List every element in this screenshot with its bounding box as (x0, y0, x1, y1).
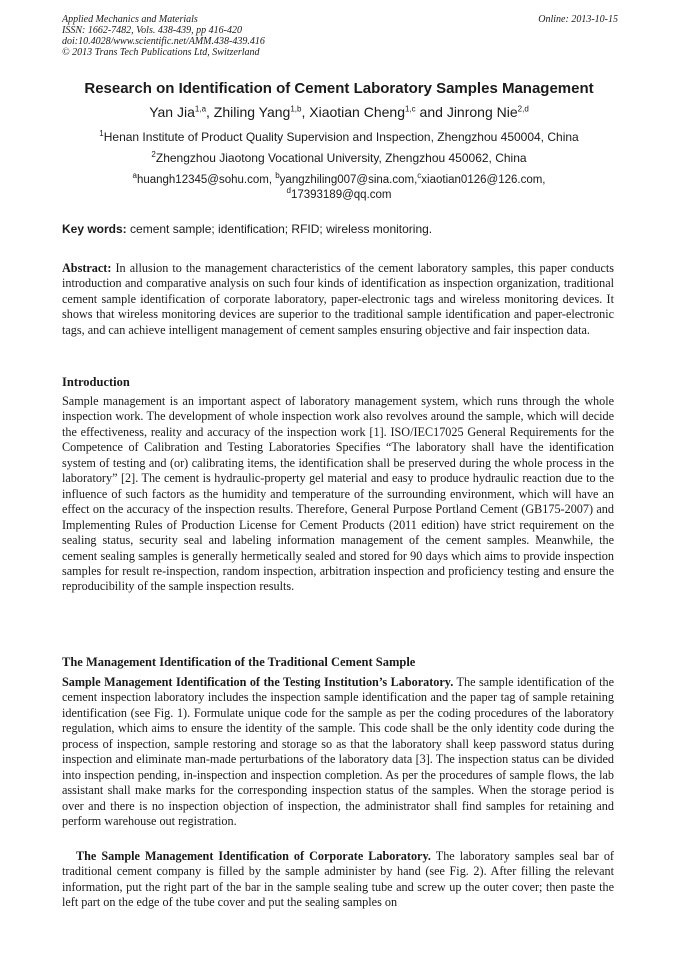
author-sep: and (415, 104, 447, 120)
email-a[interactable]: huangh12345@sohu.com, (136, 174, 276, 186)
abstract (62, 261, 614, 338)
author-name: Xiaotian Cheng (309, 104, 405, 120)
affiliation-text: Zhengzhou Jiaotong Vocational University, Zhengzhou 450062, China (155, 151, 527, 165)
author-name: Yan Jia (149, 104, 195, 120)
author-name: Jinrong Nie (446, 104, 518, 120)
paragraph-run-in-heading: The Sample Management Identification of Corporate Laboratory. (76, 849, 431, 863)
doi-line: doi:10.4028/www.scientific.net/AMM.438-439.416 (62, 36, 265, 47)
email-c[interactable]: xiaotian0126@126.com, (421, 174, 546, 186)
section-heading-traditional: The Management Identification of the Traditional Cement Sample (62, 655, 416, 669)
author-sep: , (301, 104, 310, 120)
affiliation-1 (40, 130, 638, 145)
author-sup: 1,a (194, 104, 207, 114)
author-sep: , (206, 104, 214, 120)
section2-paragraph-2 (62, 849, 614, 911)
online-date: Online: 2013-10-15 (538, 14, 618, 25)
keywords (62, 222, 618, 237)
author-sup: 1,c (405, 104, 416, 114)
email-line-1 (40, 173, 638, 188)
paragraph-text: The laboratory samples seal bar of traditional cement company is filled by the sample administer by hand (see Fig. 2). After filling the relevant information, put the right part of the bar in the sample sealing tube and screw up the outer cover; then paste the left part on the edge of the tube cover and put the sealing samples on (62, 849, 614, 910)
email-line-2 (40, 188, 638, 203)
email-block (40, 173, 638, 203)
email-sup: b (275, 171, 280, 181)
introduction-paragraph: Sample management is an important aspect of laboratory management system, which runs through the whole inspection work. The development of whole inspection work also revolves around the sample, which will decide the effectiveness, reality and accuracy of the inspection work [1]. ISO/IEC17025 General Requirements for the Competence of Calibration and Testing Laboratories Specifies “The laboratory shall have the identification system of testing and (or) calibrating items, the identification shall be preserved during the whole process in the laboratory” [2]. The cement is hydraulic-property gel material and easy to produce hydraulic reaction due to the influence of such factors as the humidity and temperature of the surrounding environment, which will have an effect on the accuracy of the inspection results. Therefore, General Purpose Portland Cement (GB175-2007) and Implementing Rules of Production License for Cement Products (2011 edition) have strict requirement on the sealing status, security seal and labeling information management of the cement samples. Meanwhile, the cement sealing samples is generally hermetically sealed and stored for 90 days which aims to provide inspection samples for result re-inspection, random inspection, arbitration inspection and proficiency testing and ensure the reproducibility of the sample inspection results. (62, 394, 614, 594)
abstract-text: In allusion to the management characteristics of the cement laboratory samples, this paper conducts introduction and comparative analysis on such four kinds of identification as inspection organization, traditional cement sample identification of corporate laboratory, paper-electronic tags and wireless monitoring devices. It shows that wireless monitoring devices are superior to the traditional sample identification and paper-electronic tags, and can achieve intelligent management of cement samples ensuring objective and fair inspection data. (62, 261, 614, 337)
email-d[interactable]: 17393189@qq.com (290, 189, 392, 201)
section2-paragraph-1 (62, 675, 614, 830)
journal-name: Applied Mechanics and Materials (62, 14, 198, 25)
issn-line: ISSN: 1662-7482, Vols. 438-439, pp 416-420 (62, 25, 242, 36)
email-sup: a (132, 171, 137, 181)
email-sup: c (417, 171, 422, 181)
paragraph-text: The sample identification of the cement inspection laboratory includes the inspection sample identification and the paper tag of sample retaining identification (see Fig. 1). Formulate unique code for the sample as per the coding procedures of the laboratory regulation, which aims to ensure the identity of the sample. This code shall be the only identity code during the process of inspection, sample restoring and storage so as that the laboratory shall keep password status during inspection and eliminate man-made perturbations of the laboratory data [3]. The inspection status can be divided into inspection pending, in-inspection and inspection completion. As per the procedures of sample flows, the lab assistant shall make marks for the corresponding inspection status of the samples. When the storage period is over and there is no inspection objection of inspection, the administrator shall find samples for retaining and perform warehouse out registration. (62, 675, 614, 829)
affiliation-sup: 2 (151, 150, 156, 159)
affiliation-sup: 1 (99, 129, 104, 138)
email-b[interactable]: yangzhiling007@sina.com, (279, 174, 418, 186)
author-sup: 2,d (517, 104, 529, 114)
author-sup: 1,b (290, 104, 302, 114)
author-list (40, 103, 638, 121)
journal-header (62, 14, 618, 58)
keywords-text: cement sample; identification; RFID; wireless monitoring. (126, 222, 433, 236)
author-name: Zhiling Yang (213, 104, 291, 120)
paragraph-run-in-heading: Sample Management Identification of the Testing Institution’s Laboratory. (62, 675, 454, 689)
affiliation-2 (40, 151, 638, 166)
copyright-line: © 2013 Trans Tech Publications Ltd, Switzerland (62, 47, 260, 58)
keywords-label: Key words: (62, 222, 127, 236)
email-sup: d (286, 186, 291, 196)
paper-title: Research on Identification of Cement Laboratory Samples Management (84, 80, 594, 97)
section-heading-introduction: Introduction (62, 375, 130, 389)
affiliation-text: Henan Institute of Product Quality Supervision and Inspection, Zhengzhou 450004, China (103, 130, 579, 144)
abstract-label: Abstract: (62, 261, 112, 275)
